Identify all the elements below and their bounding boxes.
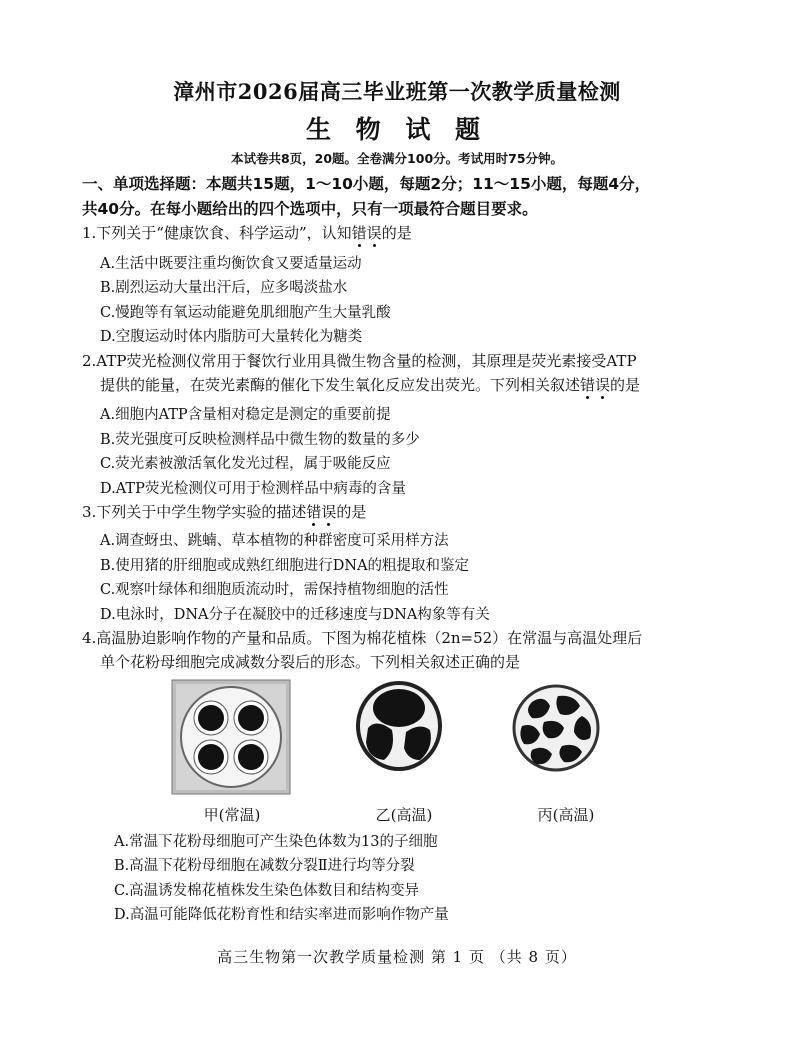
page-footer: 高三生物第一次教学质量检测 第 1 页 （共 8 页）	[217, 948, 577, 966]
figure-bing-polyad	[510, 682, 602, 774]
question-2-option-d: D.ATP荧光检测仪可用于检测样品中病毒的含量	[100, 481, 406, 497]
question-4-stem-line1: 4.高温胁迫影响作物的产量和品质。下图为棉花植株（2n=52）在常温与高温处理后	[82, 629, 643, 647]
figure-jia-tetrad	[170, 678, 292, 796]
question-2-option-b: B.荧光强度可反映检测样品中微生物的数量的多少	[100, 432, 420, 448]
question-3-option-a: A.调查蚜虫、跳蝻、草本植物的种群密度可采用样方法	[100, 533, 449, 549]
question-3-stem: 3.下列关于中学生物学实验的描述错误的是	[82, 503, 367, 521]
question-3-option-d: D.电泳时，DNA分子在凝胶中的迁移速度与DNA构象等有关	[100, 607, 490, 623]
question-2-option-c: C.荧光素被激活氧化发光过程，属于吸能反应	[100, 456, 391, 472]
question-4-option-d: D.高温可能降低花粉育性和结实率进而影响作物产量	[114, 907, 449, 923]
exam-title: 漳州市2026届高三毕业班第一次教学质量检测	[173, 79, 621, 104]
caption-jia: 甲(常温)	[203, 806, 261, 824]
question-2-option-a: A.细胞内ATP含量相对稳定是测定的重要前提	[100, 407, 391, 423]
question-1-option-a: A.生活中既要注重均衡饮食又要适量运动	[100, 256, 362, 272]
question-1-stem: 1.下列关于“健康饮食、科学运动”，认知错误的是	[82, 224, 412, 242]
question-1-option-c: C.慢跑等有氧运动能避免肌细胞产生大量乳酸	[100, 305, 391, 321]
question-4-option-a: A.常温下花粉母细胞可产生染色体数为13的子细胞	[114, 834, 438, 850]
caption-bing: 丙(高温)	[537, 806, 595, 824]
question-3-option-c: C.观察叶绿体和细胞质流动时，需保持植物细胞的活性	[100, 582, 449, 598]
caption-yi: 乙(高温)	[375, 806, 433, 824]
question-1-option-b: B.剧烈运动大量出汗后，应多喝淡盐水	[100, 280, 348, 296]
exam-info: 本试卷共8页，20题。全卷满分100分。考试用时75分钟。	[230, 151, 564, 166]
question-4-option-b: B.高温下花粉母细胞在减数分裂Ⅱ进行均等分裂	[114, 858, 415, 874]
figure-yi-triad	[354, 678, 444, 774]
question-4-option-c: C.高温诱发棉花植株发生染色体数目和结构变异	[114, 883, 420, 899]
question-3-option-b: B.使用猪的肝细胞或成熟红细胞进行DNA的粗提取和鉴定	[100, 558, 470, 574]
section-heading-line1: 一、单项选择题：本题共15题，1～10小题，每题2分；11～15小题，每题4分，	[82, 175, 651, 193]
question-1-option-d: D.空腹运动时体内脂肪可大量转化为糖类	[100, 329, 363, 345]
subject-title: 生 物 试 题	[305, 115, 489, 144]
section-heading-line2: 共40分。在每小题给出的四个选项中，只有一项最符合题目要求。	[82, 200, 538, 218]
question-2-stem-line1: 2.ATP荧光检测仪常用于餐饮行业用具微生物含量的检测，其原理是荧光素接受ATP	[82, 352, 637, 370]
question-2-stem-line2: 提供的能量，在荧光素酶的催化下发生氧化反应发出荧光。下列相关叙述错误的是	[100, 376, 641, 394]
question-4-stem-line2: 单个花粉母细胞完成减数分裂后的形态。下列相关叙述正确的是	[100, 653, 521, 671]
